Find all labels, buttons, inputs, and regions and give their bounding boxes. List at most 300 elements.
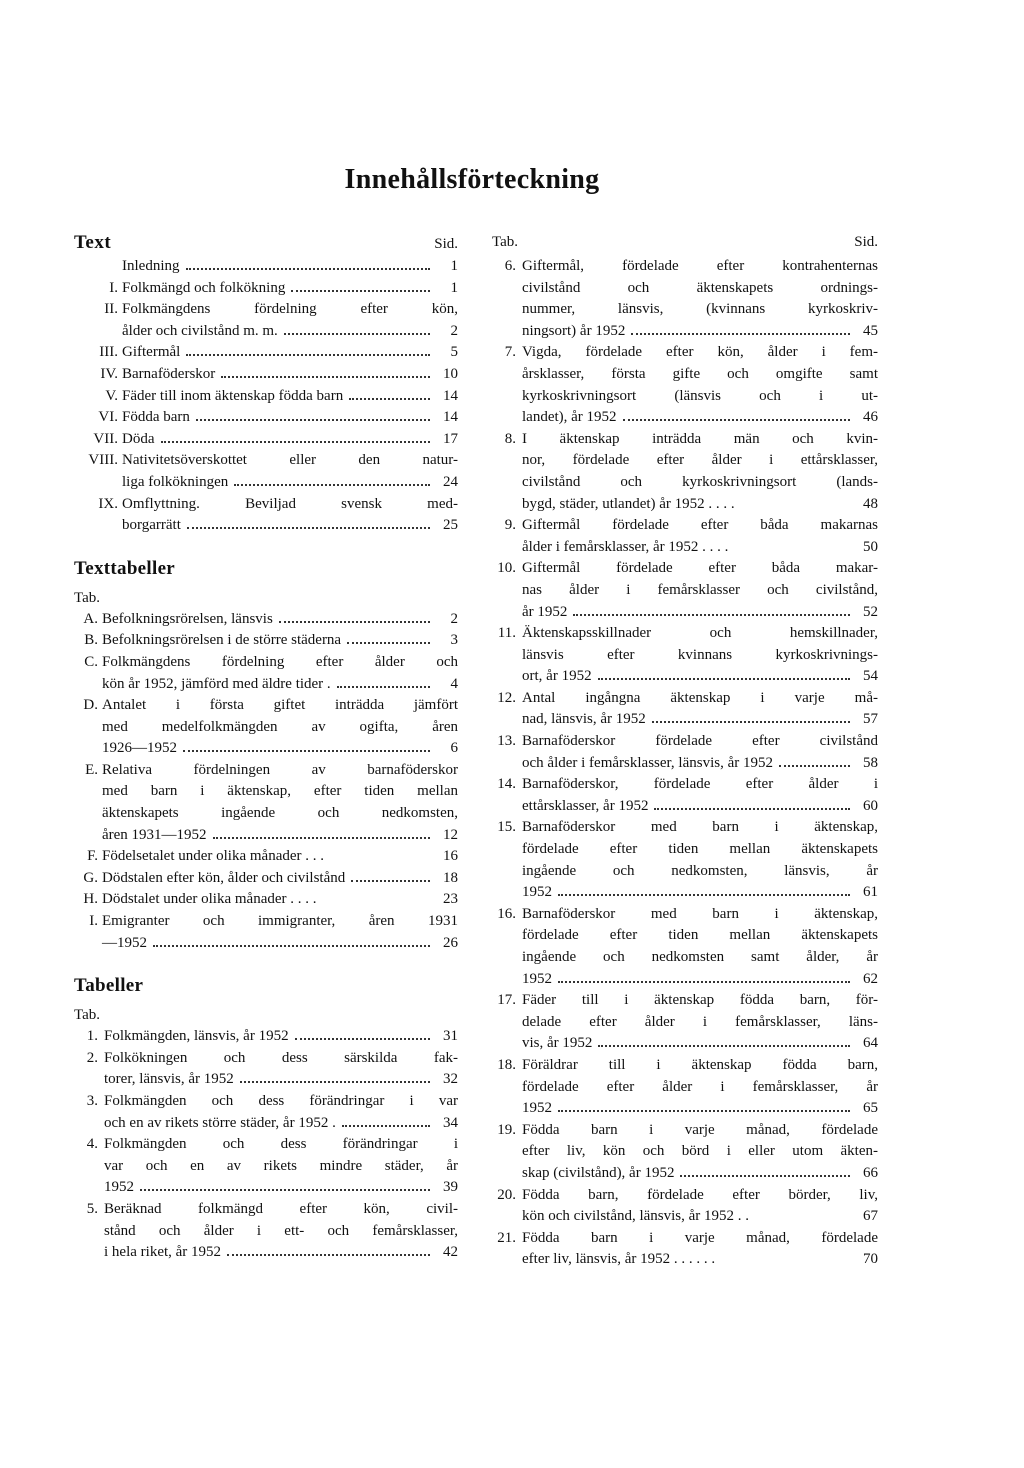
- toc-entry: [492, 731, 878, 774]
- sid-label: Sid.: [434, 236, 458, 252]
- entry-text: 1952: [522, 884, 552, 901]
- entry-text: torer, länsvis, år 1952: [104, 1071, 234, 1088]
- page-number: 46: [863, 409, 878, 426]
- toc-entry: [74, 846, 458, 868]
- entry-text: Antal ingångna äktenskap i varje må-: [522, 689, 878, 706]
- entry-text: stånd och ålder i ett- och femårsklasser,: [104, 1222, 458, 1239]
- entry-text: ålder i femårsklasser, år 1952 . . . .: [522, 538, 729, 555]
- entry-text: Dödstalen efter kön, ålder och civilstånd: [102, 869, 346, 886]
- dot-leader: [234, 483, 430, 486]
- entry-body: [522, 990, 878, 1055]
- entry-text: Inledning: [122, 258, 180, 274]
- page-number: 2: [450, 610, 458, 627]
- entry-line: [522, 969, 878, 991]
- toc-entry: [492, 817, 878, 903]
- entry-line: [522, 623, 878, 645]
- entry-line: [122, 278, 458, 300]
- text-entries: [74, 256, 458, 537]
- entry-text: Barnaföderskor med barn i äktenskap,: [522, 819, 878, 836]
- entry-number: VIII.: [88, 452, 118, 469]
- page-number: 60: [863, 797, 878, 814]
- entry-line: [102, 846, 458, 868]
- page-number: 31: [443, 1028, 458, 1045]
- entry-text: Födelsetalet under olika månader . . .: [102, 848, 325, 865]
- entry-text: Fäder till inom äktenskap födda barn: [122, 387, 344, 404]
- entry-number: 20.: [497, 1186, 516, 1203]
- entry-number: 7.: [504, 344, 516, 361]
- dot-leader: [779, 764, 850, 767]
- page-number: 17: [443, 430, 458, 447]
- toc-entry: [74, 1199, 458, 1264]
- page-number: 12: [443, 826, 458, 843]
- entry-body: [104, 1026, 458, 1048]
- entry-line: [522, 1077, 878, 1099]
- entry-text: liga folkökningen: [122, 473, 229, 490]
- dot-leader: [291, 289, 430, 292]
- toc-entry: [74, 652, 458, 695]
- entry-text: Giftermål fördelade efter båda makar-: [522, 560, 878, 577]
- entry-text: fördelade efter tiden mellan äktenskapets: [522, 841, 878, 858]
- entry-body: [522, 429, 878, 515]
- dot-leader: [295, 1037, 430, 1040]
- entry-number: C.: [84, 653, 98, 670]
- entry-body: [122, 342, 458, 364]
- entry-text: Giftermål, fördelade efter kontrahenternas: [522, 258, 878, 274]
- entry-text: i hela riket, år 1952: [104, 1244, 222, 1261]
- entry-line: [522, 1033, 878, 1055]
- page-number: 57: [863, 711, 878, 728]
- toc-entry: [74, 407, 458, 429]
- texttabeller-tab-label: Tab.: [74, 589, 101, 606]
- entry-text: nad, länsvis, år 1952: [522, 711, 646, 728]
- entry-line: [522, 753, 878, 775]
- entry-number: 12.: [497, 689, 516, 706]
- entry-body: [522, 1055, 878, 1120]
- entry-line: [522, 1120, 878, 1142]
- toc-entry: [74, 1048, 458, 1091]
- page-number: 70: [863, 1251, 878, 1268]
- entry-text: år 1952: [522, 603, 568, 620]
- entry-text: Dödstalet under olika månader . . . .: [102, 891, 317, 908]
- toc-entry: [492, 558, 878, 623]
- entry-number: 9.: [504, 517, 516, 534]
- entry-text: landet), år 1952: [522, 409, 617, 426]
- entry-body: [122, 407, 458, 429]
- entry-text: ningsort) år 1952: [522, 322, 626, 339]
- entry-text: årsklasser, första gifte och omgifte samt: [522, 365, 878, 382]
- entry-line: [104, 1156, 458, 1178]
- entry-text: Barnaföderskor med barn i äktenskap,: [522, 905, 878, 922]
- entry-line: [102, 717, 458, 739]
- entry-text: Folkökningen och dess särskilda fak-: [104, 1049, 458, 1066]
- dot-leader: [161, 440, 431, 443]
- toc-entry: [74, 695, 458, 760]
- entry-line: [522, 1098, 878, 1120]
- entry-line: [522, 882, 878, 904]
- entry-line: [522, 774, 878, 796]
- entry-number: 16.: [497, 905, 516, 922]
- entry-line: [122, 494, 458, 516]
- entry-text: med medelfolkmängden av ogifta, åren: [102, 718, 458, 735]
- entry-text: 1952: [104, 1179, 134, 1196]
- dot-leader: [337, 685, 430, 688]
- entry-text: bygd, städer, utlandet) år 1952 . . . .: [522, 495, 735, 512]
- entry-body: [522, 1228, 878, 1271]
- dot-leader: [349, 397, 430, 400]
- toc-entry: [492, 256, 878, 342]
- entry-line: [122, 364, 458, 386]
- entry-number: H.: [83, 891, 98, 908]
- entry-body: [522, 256, 878, 342]
- entry-line: [122, 256, 458, 278]
- entry-line: [122, 515, 458, 537]
- page-number: 67: [863, 1208, 878, 1225]
- entry-text: kön år 1952, jämförd med äldre tider .: [102, 675, 331, 692]
- dot-leader: [623, 418, 850, 421]
- dot-leader: [279, 620, 430, 623]
- entry-line: [522, 904, 878, 926]
- page-number: 58: [863, 754, 878, 771]
- entry-line: [104, 1091, 458, 1113]
- entry-body: [122, 429, 458, 451]
- entry-body: [122, 364, 458, 386]
- entry-line: [522, 515, 878, 537]
- dot-leader: [558, 1109, 850, 1112]
- entry-number: 4.: [86, 1136, 98, 1153]
- toc-entry: [492, 774, 878, 817]
- sid-label-right: Sid.: [854, 234, 878, 250]
- entry-body: [522, 623, 878, 688]
- entry-text: 1952: [522, 1100, 552, 1117]
- entry-text: Döda: [122, 430, 155, 447]
- left-column: [74, 232, 458, 1264]
- entry-number: VII.: [93, 430, 118, 447]
- toc-entry: [74, 278, 458, 300]
- dot-leader: [573, 613, 850, 616]
- entry-text: Relativa fördelningen av barnaföderskor: [102, 761, 458, 778]
- entry-text: nas ålder i femårsklasser och civilstånd,: [522, 581, 878, 598]
- toc-entry: [492, 623, 878, 688]
- entry-line: [522, 494, 878, 516]
- entry-line: [522, 947, 878, 969]
- entry-line: [122, 299, 458, 321]
- entry-line: [102, 760, 458, 782]
- toc-entry: [492, 1055, 878, 1120]
- entry-body: [122, 299, 458, 342]
- dot-leader: [240, 1080, 430, 1083]
- entry-line: [102, 652, 458, 674]
- page-number: 6: [450, 740, 458, 757]
- entry-number: G.: [83, 869, 98, 886]
- entry-line: [522, 925, 878, 947]
- page-number: 24: [443, 473, 458, 490]
- toc-entry: [492, 688, 878, 731]
- entry-number: I.: [109, 279, 118, 296]
- dot-leader: [187, 526, 430, 529]
- entry-body: [122, 256, 458, 278]
- dot-leader: [347, 641, 430, 644]
- page-number: 1: [450, 258, 458, 274]
- toc-entry: [492, 515, 878, 558]
- entry-body: [122, 386, 458, 408]
- entry-line: [102, 803, 458, 825]
- entry-body: [104, 1199, 458, 1264]
- toc-entry: [492, 1185, 878, 1228]
- entry-text: I äktenskap inträdda män och kvin-: [522, 430, 878, 447]
- entry-line: [522, 666, 878, 688]
- entry-text: Giftermål fördelade efter båda makarnas: [522, 517, 878, 534]
- entry-line: [522, 839, 878, 861]
- entry-number: B.: [84, 632, 98, 649]
- entry-text: efter liv, kön och börd i eller utom äkten-: [522, 1143, 878, 1160]
- toc-entry: [492, 1228, 878, 1271]
- entry-body: [522, 817, 878, 903]
- entry-line: [122, 342, 458, 364]
- entry-body: [522, 774, 878, 817]
- entry-line: [102, 630, 458, 652]
- entry-line: [522, 299, 878, 321]
- entry-text: och en av rikets större städer, år 1952 .: [104, 1114, 336, 1131]
- toc-entry: [74, 429, 458, 451]
- entry-text: fördelade efter tiden mellan äktenskapets: [522, 927, 878, 944]
- page-number: 50: [863, 538, 878, 555]
- entry-line: [522, 861, 878, 883]
- toc-entry: [74, 868, 458, 890]
- entry-line: [104, 1113, 458, 1135]
- entry-text: Födda barn: [122, 409, 190, 426]
- entry-line: [522, 990, 878, 1012]
- entry-text: Befolkningsrörelsen, länsvis: [102, 610, 273, 627]
- dot-leader: [196, 418, 430, 421]
- entry-number: V.: [105, 387, 118, 404]
- toc-entry: [74, 299, 458, 342]
- entry-text: nor, fördelade efter ålder i ettårsklasser,: [522, 452, 878, 469]
- entry-line: [522, 364, 878, 386]
- toc-entry: [74, 1091, 458, 1134]
- entry-body: [522, 515, 878, 558]
- entry-line: [522, 580, 878, 602]
- toc-entry: [74, 630, 458, 652]
- entry-body: [102, 652, 458, 695]
- entry-line: [522, 1228, 878, 1250]
- entry-body: [102, 911, 458, 954]
- entry-number: 17.: [497, 992, 516, 1009]
- entry-text: fördelade efter ålder i femårsklasser, år: [522, 1078, 878, 1095]
- tabeller-entries: [74, 1026, 458, 1264]
- entry-text: var och en av rikets mindre städer, år: [104, 1157, 458, 1174]
- entry-number: 18.: [497, 1056, 516, 1073]
- entry-text: Äktenskapsskillnader och hemskillnader,: [522, 625, 878, 642]
- dot-leader: [140, 1188, 430, 1191]
- toc-entry: [492, 429, 878, 515]
- entry-body: [104, 1048, 458, 1091]
- entry-line: [122, 472, 458, 494]
- toc-entry: [74, 450, 458, 493]
- texttabeller-heading: Texttabeller: [74, 557, 176, 579]
- entry-line: [522, 1249, 878, 1271]
- dot-leader: [558, 893, 850, 896]
- entry-line: [522, 472, 878, 494]
- page-number: 2: [450, 322, 458, 339]
- entry-line: [104, 1199, 458, 1221]
- page-number: 39: [443, 1179, 458, 1196]
- entry-line: [522, 407, 878, 429]
- entry-number: D.: [83, 697, 98, 714]
- page-number: 16: [443, 848, 458, 865]
- entry-line: [522, 796, 878, 818]
- tabeller-entries-continued: [492, 256, 878, 1271]
- tabeller-tab-label: Tab.: [74, 1007, 101, 1024]
- entry-line: [102, 825, 458, 847]
- entry-text: skap (civilstånd), år 1952: [522, 1164, 675, 1181]
- entry-number: 13.: [497, 733, 516, 750]
- entry-line: [522, 558, 878, 580]
- entry-text: ingående och nedkomsten, länsvis, år: [522, 862, 878, 879]
- entry-line: [102, 609, 458, 631]
- entry-body: [522, 1120, 878, 1185]
- entry-line: [522, 1185, 878, 1207]
- entry-line: [522, 709, 878, 731]
- entry-text: Beräknad folkmängd efter kön, civil-: [104, 1200, 458, 1217]
- entry-text: vis, år 1952: [522, 1035, 593, 1052]
- entry-line: [122, 321, 458, 343]
- text-header: [74, 232, 458, 256]
- entry-number: 3.: [86, 1093, 98, 1109]
- page-number: 62: [863, 970, 878, 987]
- toc-entry: [492, 1120, 878, 1185]
- right-header: [492, 232, 878, 256]
- page-number: 34: [443, 1114, 458, 1131]
- entry-text: Födda barn i varje månad, fördelade: [522, 1229, 878, 1246]
- entry-body: [102, 846, 458, 868]
- entry-body: [122, 278, 458, 300]
- entry-body: [522, 558, 878, 623]
- dot-leader: [631, 332, 850, 335]
- page-number: 64: [863, 1035, 878, 1052]
- dot-leader: [598, 1044, 850, 1047]
- page-number: 10: [443, 365, 458, 382]
- toc-entry: [74, 256, 458, 278]
- entry-body: [102, 609, 458, 631]
- page-number: 66: [863, 1164, 878, 1181]
- entry-number: F.: [87, 848, 98, 865]
- entry-line: [102, 781, 458, 803]
- page-number: 14: [443, 409, 458, 426]
- entry-text: efter liv, länsvis, år 1952 . . . . . .: [522, 1251, 716, 1268]
- entry-number: VI.: [98, 409, 118, 426]
- dot-leader: [558, 980, 850, 983]
- entry-line: [522, 342, 878, 364]
- page-number: 1: [450, 279, 458, 296]
- entry-line: [102, 674, 458, 696]
- entry-number: 15.: [497, 819, 516, 836]
- entry-text: Folkmängden och dess förändringar i: [104, 1136, 458, 1153]
- entry-text: Antalet i första giftet inträdda jämfört: [102, 697, 458, 714]
- entry-text: 1926—1952: [102, 740, 177, 757]
- entry-line: [522, 1055, 878, 1077]
- entry-number: 1.: [86, 1028, 98, 1045]
- page-number: 65: [863, 1100, 878, 1117]
- entry-line: [522, 386, 878, 408]
- entry-text: Folkmängden och dess förändringar i var: [104, 1093, 458, 1109]
- dot-leader: [186, 353, 430, 356]
- entry-body: [522, 1185, 878, 1228]
- page-number: 54: [863, 668, 878, 685]
- entry-line: [122, 429, 458, 451]
- page-number: 61: [863, 884, 878, 901]
- text-heading: Text: [74, 232, 112, 253]
- dot-leader: [284, 332, 430, 335]
- page-number: 52: [863, 603, 878, 620]
- page-number: 25: [443, 517, 458, 534]
- entry-line: [522, 1141, 878, 1163]
- entry-line: [104, 1069, 458, 1091]
- entry-line: [102, 695, 458, 717]
- toc-entry: [74, 1026, 458, 1048]
- entry-number: IV.: [100, 365, 118, 382]
- entry-line: [522, 450, 878, 472]
- entry-text: Nativitetsöverskottet eller den natur-: [122, 452, 458, 469]
- entry-text: civilstånd och äktenskapets ordnings-: [522, 279, 878, 296]
- dot-leader: [680, 1174, 850, 1177]
- toc-entry: [74, 889, 458, 911]
- entry-number: 11.: [497, 625, 516, 642]
- entry-text: Födda barn, fördelade efter börder, liv,: [522, 1186, 878, 1203]
- entry-body: [122, 450, 458, 493]
- entry-number: 6.: [504, 258, 516, 274]
- entry-body: [102, 760, 458, 846]
- dot-leader: [213, 836, 430, 839]
- entry-text: Emigranter och immigranter, åren 1931: [102, 913, 458, 930]
- entry-body: [522, 904, 878, 990]
- entry-body: [522, 731, 878, 774]
- entry-number: 10.: [497, 560, 516, 577]
- page-number: 32: [443, 1071, 458, 1088]
- page-number: 23: [443, 891, 458, 908]
- entry-line: [122, 450, 458, 472]
- entry-line: [122, 407, 458, 429]
- entry-body: [104, 1091, 458, 1134]
- entry-line: [522, 602, 878, 624]
- entry-number: 19.: [497, 1121, 516, 1138]
- entry-line: [102, 889, 458, 911]
- entry-line: [104, 1026, 458, 1048]
- entry-text: 1952: [522, 970, 552, 987]
- dot-leader: [227, 1253, 430, 1256]
- entry-line: [104, 1242, 458, 1264]
- dot-leader: [351, 879, 430, 882]
- entry-text: Befolkningsrörelsen i de större städerna: [102, 632, 342, 649]
- entry-text: äktenskapets ingående och nedkomsten,: [102, 805, 458, 822]
- toc-entry: [74, 760, 458, 846]
- entry-text: Fäder till i äktenskap födda barn, för-: [522, 992, 878, 1009]
- dot-leader: [183, 749, 430, 752]
- page-number: 14: [443, 387, 458, 404]
- entry-text: ort, år 1952: [522, 668, 592, 685]
- dot-leader: [342, 1124, 430, 1127]
- toc-entry: [492, 904, 878, 990]
- entry-line: [522, 1206, 878, 1228]
- toc-entry: [74, 911, 458, 954]
- toc-entry: [492, 342, 878, 428]
- entry-text: Folkmängd och folkökning: [122, 279, 286, 296]
- entry-line: [104, 1221, 458, 1243]
- entry-line: [522, 731, 878, 753]
- entry-text: nummer, länsvis, (kvinnans kyrkoskriv-: [522, 301, 878, 318]
- dot-leader: [153, 944, 430, 947]
- entry-line: [102, 933, 458, 955]
- entry-text: kön och civilstånd, länsvis, år 1952 . .: [522, 1208, 750, 1225]
